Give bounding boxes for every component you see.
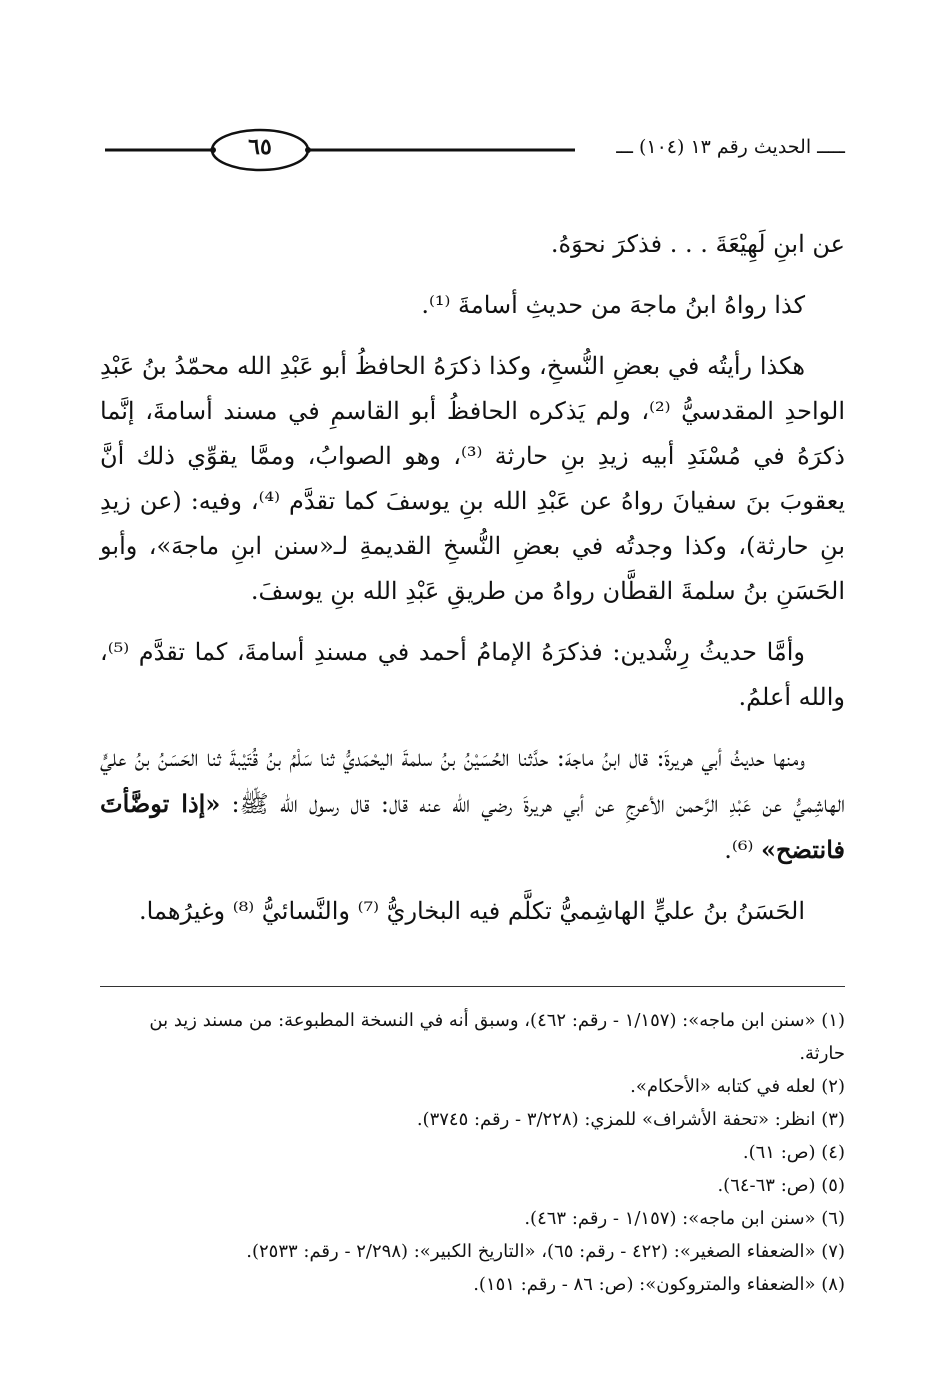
paragraph: كذا رواهُ ابنُ ماجهَ من حديثِ أسامةَ ⁽¹⁾. xyxy=(421,291,805,319)
main-text xyxy=(100,222,845,934)
paragraph xyxy=(100,736,845,873)
running-title: ـــــ الحديث رقم ١٣ (١٠٤) ـــ xyxy=(616,136,845,158)
footnote: (٣) انظر: «تحفة الأشراف» للمزي: (٣/٢٢٨ - رقم: ٣٧٤٥). xyxy=(416,1109,845,1130)
footnote: (٧) «الضعفاء الصغير»: (٤٢٢ - رقم: ٦٥)، «التاريخ الكبير»: (٢/٢٩٨ - رقم: ٢٥٣٣). xyxy=(246,1241,845,1262)
footnote: (٢) لعله في كتابه «الأحكام». xyxy=(630,1076,845,1097)
paragraph-tail: ⁽⁶⁾. xyxy=(724,836,761,864)
footnotes xyxy=(100,1004,845,1301)
hadith-quote: «إذا توضَّأتَ فانتضح» xyxy=(100,789,845,864)
paragraph: هكذا رأيتُه في بعضِ النُّسخِ، وكذا ذكرَهُ الحافظُ أبو عَبْدِ الله محمّدُ بنُ عَبْدِ الواحدِ المقدسيُّ ⁽²⁾، ولم يَذكره الحافظُ أبو القاسمِ في مسند أسامةَ، إنَّما ذكرَهُ في مُسْنَدِ أبيه زيدِ بنِ حارثة ⁽³⁾، وهو الصوابُ، وممَّا يقوِّي ذلك أنَّ يعقوبَ بنَ سفيانَ رواهُ عن عَبْدِ الله بنِ يوسفَ كما تقدَّم ⁽⁴⁾، وفيه: (عن زيدِ بنِ حارثة)، وكذا وجدتُه في بعضِ النُّسخِ القديمةِ لـ«سنن ابنِ ماجهَ»، وأبو الحَسَنِ بنُ سلمةَ القطَّان رواهُ من طريقِ عَبْدِ الله بنِ يوسفَ. xyxy=(100,352,846,605)
footnote: (٤) (ص: ٦١). xyxy=(742,1142,845,1163)
paragraph: الحَسَنُ بنُ عليٍّ الهاشِميُّ تكلَّم فيه البخاريُّ ⁽⁷⁾ والنَّسائيُّ ⁽⁸⁾ وغيرُهما. xyxy=(139,897,805,925)
paragraph: وأمَّا حديثُ رِشْدين: فذكرَهُ الإمامُ أحمد في مسندِ أسامةَ، كما تقدَّم ⁽⁵⁾، والله أعلمُ. xyxy=(100,638,845,711)
footnote: (٦) «سنن ابن ماجه»: (١/١٥٧ - رقم: ٤٦٣). xyxy=(524,1208,845,1229)
footnote: (١) «سنن ابن ماجه»: (١/١٥٧ - رقم: ٤٦٢)، وسبق أنه في النسخة المطبوعة: من مسند زيد بن حارثة. xyxy=(149,1010,845,1064)
footnote: (٨) «الضعفاء والمتروكون»: (ص: ٨٦ - رقم: ١٥١). xyxy=(473,1274,845,1295)
footnote: (٥) (ص: ٦٣-٦٤). xyxy=(717,1175,845,1196)
paragraph: عن ابنِ لَهِيْعَةَ . . . فذكرَ نحوَهُ. xyxy=(550,230,845,258)
paragraph-text: ومنها حديثُ أبي هريرةَ: قال ابنُ ماجهَ: حدَّثنا الحُسَيْنُ بنُ سلمةَ اليحْمَديُّ ثنا سَلْمُ بنُ قُتَيْبةَ ثنا الحَسَنُ بنُ عليٍّ الهاشِميُّ عن عَبْدِ الرَّحمن الأعرجِ عن أبي هريرةَ رضي الله عنه قال: قال رسول الله ﷺ: xyxy=(100,744,845,818)
page-header xyxy=(105,128,845,178)
page-number: ٦٥ xyxy=(248,134,272,160)
footnote-divider xyxy=(100,986,845,987)
